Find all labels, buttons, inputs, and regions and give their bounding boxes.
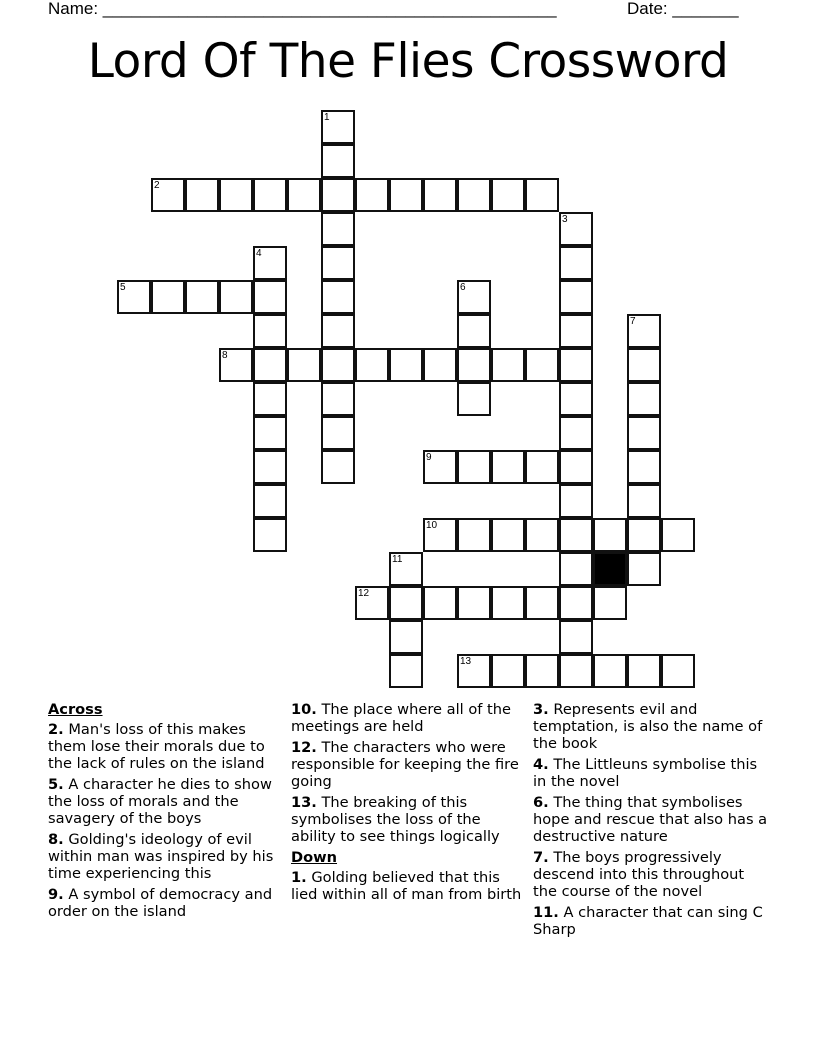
clue-number: 9. (48, 886, 64, 903)
grid-cell[interactable] (491, 518, 525, 552)
grid-cell[interactable] (627, 552, 661, 586)
grid-cell[interactable] (389, 620, 423, 654)
clue-across-5 (48, 776, 284, 827)
grid-cell[interactable] (389, 654, 423, 688)
clue-text: Golding's ideology of evil within man was inspired by his time experiencing this (48, 831, 274, 882)
grid-cell[interactable] (423, 178, 457, 212)
clue-text: A symbol of democracy and order on the island (48, 886, 273, 920)
cell-number: 5 (120, 282, 126, 293)
grid-cell[interactable] (457, 382, 491, 416)
name-field[interactable]: Name: ________________________________________________ (48, 0, 557, 18)
grid-cell[interactable] (627, 416, 661, 450)
across-heading: Across (48, 701, 103, 718)
grid-cell[interactable] (321, 246, 355, 280)
grid-cell[interactable] (253, 246, 287, 280)
clues-column-2 (291, 701, 527, 907)
grid-cell[interactable] (525, 348, 559, 382)
grid-cell[interactable] (525, 450, 559, 484)
grid-cell[interactable] (287, 348, 321, 382)
grid-cell[interactable] (321, 178, 355, 212)
clue-across-10 (291, 701, 527, 735)
grid-cell[interactable] (253, 450, 287, 484)
grid-cell[interactable] (355, 586, 389, 620)
grid-cell[interactable] (593, 654, 627, 688)
cell-number: 13 (460, 656, 472, 667)
grid-cell[interactable] (559, 314, 593, 348)
grid-cell[interactable] (253, 382, 287, 416)
grid-cell[interactable] (457, 450, 491, 484)
grid-cell[interactable] (457, 280, 491, 314)
grid-cell[interactable] (661, 654, 695, 688)
grid-cell[interactable] (559, 518, 593, 552)
grid-cell[interactable] (321, 280, 355, 314)
grid-cell[interactable] (559, 382, 593, 416)
clue-text: The place where all of the meetings are held (291, 701, 511, 735)
grid-cell[interactable] (525, 178, 559, 212)
grid-cell[interactable] (253, 348, 287, 382)
grid-cell[interactable] (559, 620, 593, 654)
grid-cell[interactable] (491, 654, 525, 688)
cell-number: 9 (426, 452, 432, 463)
grid-cell[interactable] (253, 518, 287, 552)
grid-cell[interactable] (559, 552, 593, 586)
grid-cell[interactable] (559, 416, 593, 450)
down-heading: Down (291, 849, 338, 866)
grid-cell[interactable] (627, 382, 661, 416)
grid-cell[interactable] (389, 348, 423, 382)
clue-number: 5. (48, 776, 64, 793)
grid-cell[interactable] (253, 314, 287, 348)
grid-cell[interactable] (457, 518, 491, 552)
grid-cell[interactable] (491, 178, 525, 212)
grid-cell[interactable] (185, 178, 219, 212)
clue-down-1 (291, 869, 527, 903)
grid-cell[interactable] (559, 280, 593, 314)
grid-cell[interactable] (423, 450, 457, 484)
clue-number: 6. (533, 794, 549, 811)
clue-text: The characters who were responsible for keeping the fire going (291, 739, 519, 790)
cell-number: 8 (222, 350, 228, 361)
grid-cell[interactable] (559, 586, 593, 620)
clue-text: A character he dies to show the loss of morals and the savagery of the boys (48, 776, 272, 827)
grid-cell[interactable] (525, 518, 559, 552)
clue-number: 8. (48, 831, 64, 848)
grid-cell[interactable] (457, 178, 491, 212)
grid-cell[interactable] (559, 484, 593, 518)
clue-text: Man's loss of this makes them lose their morals due to the lack of rules on the island (48, 721, 265, 772)
clue-down-6 (533, 794, 769, 845)
cell-number: 7 (630, 316, 636, 327)
cell-number: 3 (562, 214, 568, 225)
clue-number: 11. (533, 904, 559, 921)
grid-cell[interactable] (389, 586, 423, 620)
clue-text: The boys progressively descend into this throughout the course of the novel (533, 849, 745, 900)
grid-cell[interactable] (627, 348, 661, 382)
grid-cell[interactable] (253, 178, 287, 212)
grid-cell[interactable] (661, 518, 695, 552)
grid-cell[interactable] (627, 484, 661, 518)
grid-cell[interactable] (321, 450, 355, 484)
clue-text: Represents evil and temptation, is also the name of the book (533, 701, 763, 752)
clue-number: 7. (533, 849, 549, 866)
clue-number: 3. (533, 701, 549, 718)
grid-cell[interactable] (525, 654, 559, 688)
grid-cell[interactable] (457, 314, 491, 348)
grid-cell[interactable] (287, 178, 321, 212)
grid-cell[interactable] (491, 450, 525, 484)
clue-across-8 (48, 831, 284, 882)
grid-cell[interactable] (559, 246, 593, 280)
grid-cell[interactable] (321, 348, 355, 382)
clue-number: 2. (48, 721, 64, 738)
clue-number: 1. (291, 869, 307, 886)
grid-cell[interactable] (423, 586, 457, 620)
clues-column-1 (48, 701, 284, 924)
grid-cell[interactable] (627, 518, 661, 552)
grid-cell[interactable] (525, 586, 559, 620)
grid-cell[interactable] (321, 212, 355, 246)
clue-text: The Littleuns symbolise this in the novel (533, 756, 758, 790)
clue-down-4 (533, 756, 769, 790)
clue-across-9 (48, 886, 284, 920)
grid-cell[interactable] (151, 178, 185, 212)
cell-number: 11 (392, 554, 403, 565)
grid-cell[interactable] (253, 484, 287, 518)
grid-cell[interactable] (559, 212, 593, 246)
grid-cell[interactable] (219, 178, 253, 212)
cell-number: 10 (426, 520, 438, 531)
clue-across-13 (291, 794, 527, 845)
grid-cell[interactable] (559, 450, 593, 484)
page-title: Lord Of The Flies Crossword (87, 34, 729, 89)
grid-cell[interactable] (219, 348, 253, 382)
clue-down-7 (533, 849, 769, 900)
clue-text: The breaking of this symbolises the loss of the ability to see things logically (291, 794, 500, 845)
grid-cell[interactable] (423, 518, 457, 552)
clue-number: 10. (291, 701, 317, 718)
black-cell (593, 552, 627, 586)
grid-cell[interactable] (321, 314, 355, 348)
grid-cell[interactable] (321, 110, 355, 144)
grid-cell[interactable] (219, 280, 253, 314)
clue-text: Golding believed that this lied within all of man from birth (291, 869, 522, 903)
grid-cell[interactable] (253, 280, 287, 314)
grid-cell[interactable] (559, 654, 593, 688)
clues-column-3 (533, 701, 769, 942)
clue-text: The thing that symbolises hope and rescue that also has a destructive nature (533, 794, 768, 845)
clue-number: 12. (291, 739, 317, 756)
grid-cell[interactable] (321, 382, 355, 416)
grid-cell[interactable] (627, 314, 661, 348)
clue-across-2 (48, 721, 284, 772)
clue-down-3 (533, 701, 769, 752)
grid-cell[interactable] (457, 586, 491, 620)
grid-cell[interactable] (491, 586, 525, 620)
grid-cell[interactable] (389, 178, 423, 212)
grid-cell[interactable] (389, 552, 423, 586)
clue-down-11 (533, 904, 769, 938)
grid-cell[interactable] (355, 348, 389, 382)
cell-number: 12 (358, 588, 370, 599)
grid-cell[interactable] (117, 280, 151, 314)
grid-cell[interactable] (185, 280, 219, 314)
date-field[interactable]: Date: _______ (627, 0, 739, 18)
grid-cell[interactable] (253, 416, 287, 450)
grid-cell[interactable] (355, 178, 389, 212)
clue-across-12 (291, 739, 527, 790)
clue-number: 4. (533, 756, 549, 773)
grid-cell[interactable] (593, 586, 627, 620)
grid-cell[interactable] (151, 280, 185, 314)
grid-cell[interactable] (321, 144, 355, 178)
grid-cell[interactable] (457, 348, 491, 382)
clue-number: 13. (291, 794, 317, 811)
grid-cell[interactable] (559, 348, 593, 382)
grid-cell[interactable] (321, 416, 355, 450)
grid-cell[interactable] (423, 348, 457, 382)
cell-number: 2 (154, 180, 160, 191)
grid-cell[interactable] (491, 348, 525, 382)
grid-cell[interactable] (627, 654, 661, 688)
grid-cell[interactable] (457, 654, 491, 688)
grid-cell[interactable] (627, 450, 661, 484)
clue-text: A character that can sing C Sharp (533, 904, 763, 938)
cell-number: 1 (324, 112, 330, 123)
grid-cell[interactable] (593, 518, 627, 552)
cell-number: 6 (460, 282, 466, 293)
cell-number: 4 (256, 248, 262, 259)
